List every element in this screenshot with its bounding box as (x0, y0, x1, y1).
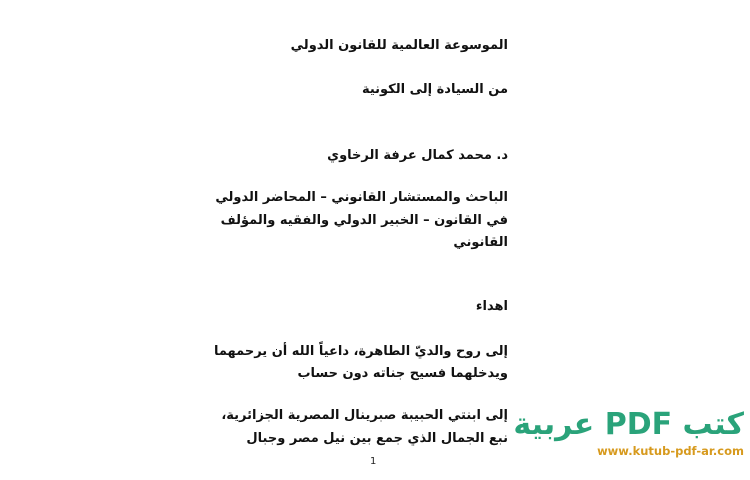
page-number: 1 (370, 456, 377, 467)
watermark-arabic-word: عربية (513, 407, 595, 442)
dedication-line: ويدخلهما فسيح جناته دون حساب (297, 366, 508, 381)
watermark-url: www.kutub-pdf-ar.com (597, 444, 744, 458)
watermark-pdf-word: PDF (604, 407, 673, 442)
document-title: الموسوعة العالمية للقانون الدولي (290, 38, 508, 53)
watermark-title (513, 407, 744, 442)
dedication-line: نبع الجمال الذي جمع بين نيل مصر وجبال (246, 431, 508, 446)
author-description-line: الباحث والمستشار القانوني – المحاضر الدولي (215, 190, 508, 205)
watermark-arabic-word: كتب (682, 407, 744, 442)
dedication-line: إلى ابنتي الحبيبة صبرينال المصرية الجزائرية، (221, 408, 508, 423)
author-description-line: في القانون – الخبير الدولي والفقيه والمؤلف (220, 213, 508, 228)
author-description-line: القانوني (453, 235, 508, 250)
dedication-line: إلى روح والديّ الطاهرة، داعياً الله أن يرحمهما (213, 344, 508, 359)
dedication-heading: اهداء (475, 299, 508, 314)
site-watermark-logo (513, 407, 744, 458)
document-subtitle: من السيادة إلى الكونية (361, 82, 508, 97)
author-name: د. محمد كمال عرفة الرخاوي (327, 148, 508, 163)
